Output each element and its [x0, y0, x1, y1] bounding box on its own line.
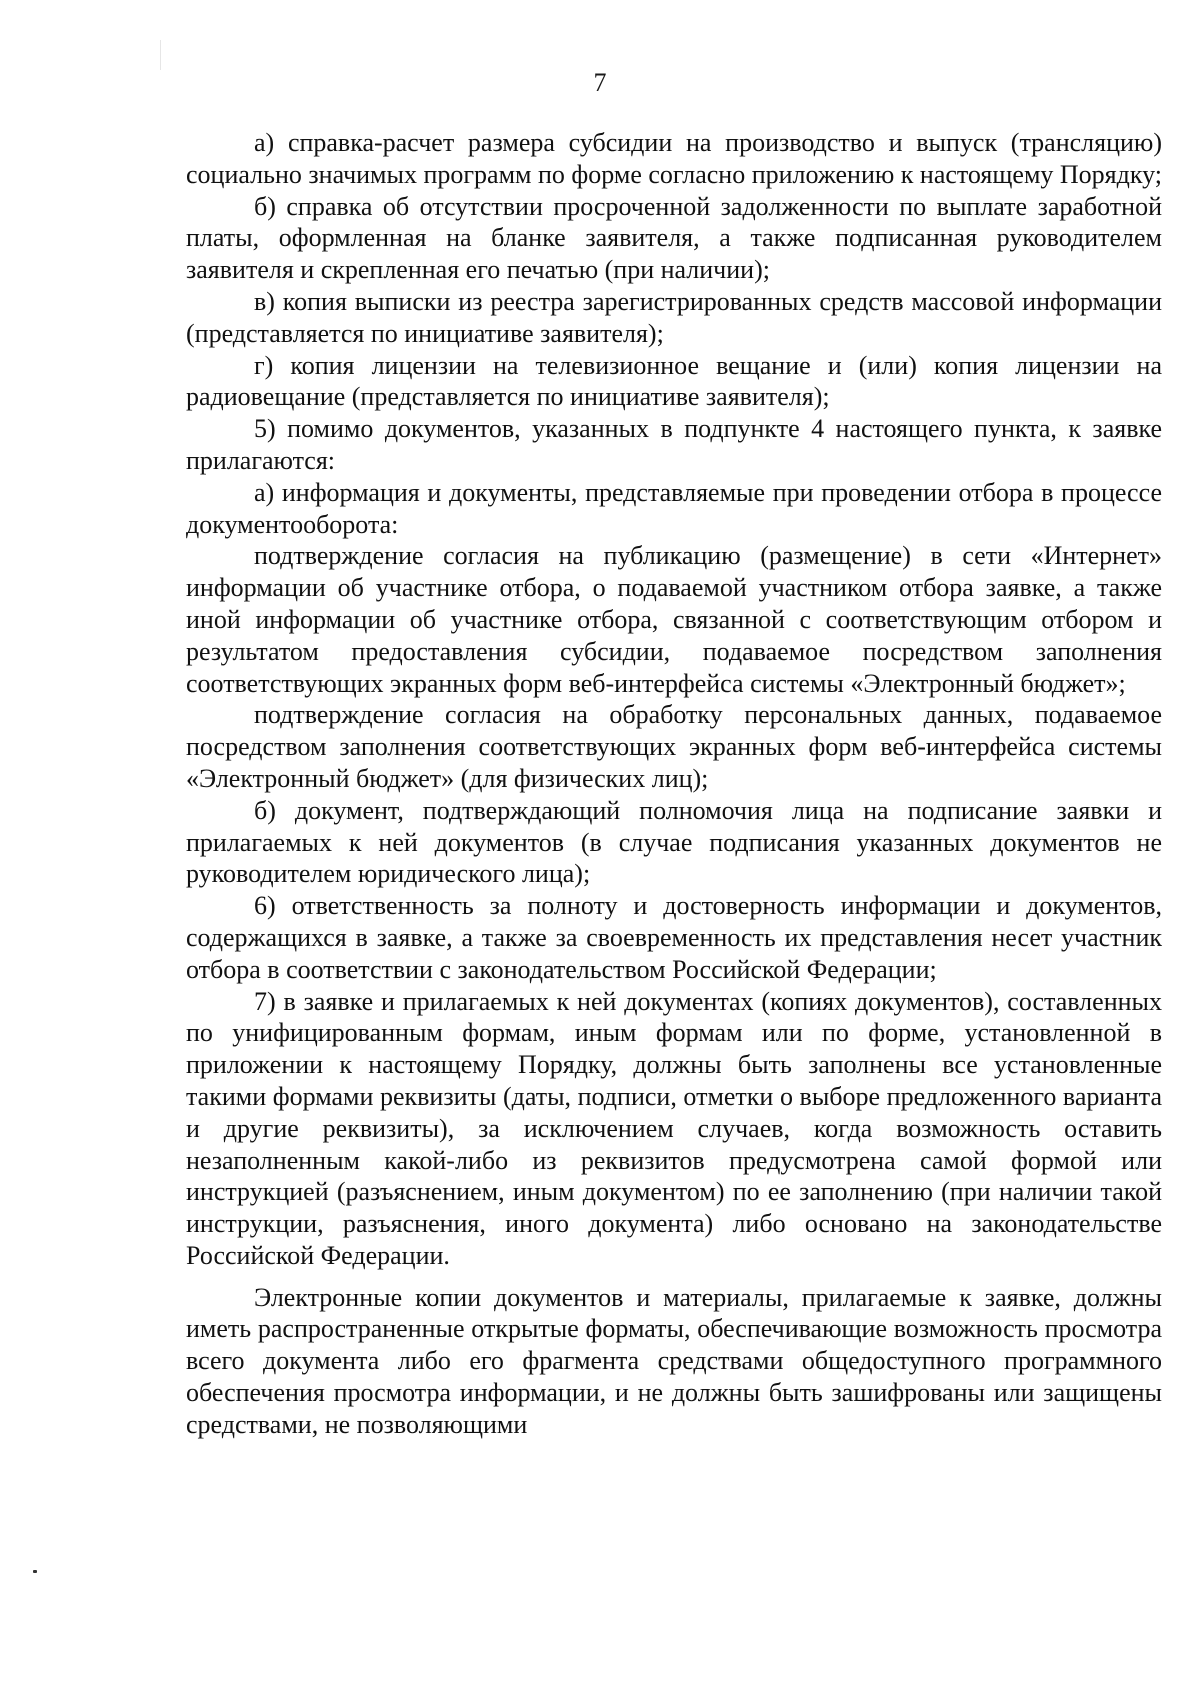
paragraph-4a-calculation: а) справка-расчет размера субсидии на производство и выпуск (трансляцию) социально значимых программ по форме согласно приложению к настоящему Порядку; [186, 128, 1163, 189]
paragraph-5-attachments: 5) помимо документов, указанных в подпункте 4 настоящего пункта, к заявке прилагаются: [186, 414, 1162, 475]
scan-crease-mark [160, 40, 161, 70]
scan-speck-mark [33, 1570, 37, 1573]
page-number: 7 [593, 68, 607, 97]
paragraph-7-form-requisites: 7) в заявке и прилагаемых к ней документах (копиях документов), составленных по унифицированным формам, иным формам или по форме, установленной в приложении к настоящему Порядку, должны быть заполнены все установленные такими формами реквизиты (даты, подписи, отметки о выборе предложенного варианта и другие реквизиты), за исключением случаев, когда возможность оставить незаполненным какой-либо из реквизитов предусмотрена самой формой или инструкцией (разъяснением, иным документом) по ее заполнению (при наличии такой инструкции, разъяснения, иного документа) либо основано на законодательстве Российской Федерации. [186, 986, 1162, 1270]
paragraph-personal-data-consent: подтверждение согласия на обработку персональных данных, подаваемое посредством заполнения соответствующих экранных форм веб-интерфейса системы «Электронный бюджет» (для физических лиц); [186, 700, 1162, 793]
paragraph-electronic-copies: Электронные копии документов и материалы, прилагаемые к заявке, должны иметь распространенные открытые форматы, обеспечивающие возможность просмотра всего документа либо его фрагмента средствами общедоступного программного обеспечения просмотра информации, и не должны быть зашифрованы или защищены средствами, не позволяющими [186, 1282, 1162, 1439]
paragraph-6-responsibility: 6) ответственность за полноту и достоверность информации и документов, содержащихся в заявке, а также за своевременность их представления несет участник отбора в соответствии с законодательством Российской Федерации; [186, 891, 1162, 984]
paragraph-publication-consent: подтверждение согласия на публикацию (размещение) в сети «Интернет» информации об участнике отбора, о подаваемой участником отбора заявке, а также иной информации об участнике отбора, связанной с соответствующим отбором и результатом предоставления субсидии, подаваемое посредством заполнения соответствующих экранных форм веб-интерфейса системы «Электронный бюджет»; [186, 541, 1162, 698]
paragraph-5b-authority-document: б) документ, подтверждающий полномочия лица на подписание заявки и прилагаемых к ней документов (в случае подписания указанных документов не руководителем юридического лица); [186, 795, 1162, 889]
paragraph-4g-license-copy: г) копия лицензии на телевизионное вещание и (или) копия лицензии на радиовещание (представляется по инициативе заявителя); [186, 350, 1162, 412]
paragraph-4b-no-debt-certificate: б) справка об отсутствии просроченной задолженности по выплате заработной платы, оформленная на бланке заявителя, а также подписанная руководителем заявителя и скрепленная его печатью (при наличии); [186, 191, 1162, 285]
paragraph-4v-media-registry-copy: в) копия выписки из реестра зарегистрированных средств массовой информации (представляется по инициативе заявителя); [186, 286, 1162, 348]
paragraph-5a-information: а) информация и документы, представляемые при проведении отбора в процессе документооборота: [186, 477, 1162, 539]
document-body [186, 127, 1162, 1441]
